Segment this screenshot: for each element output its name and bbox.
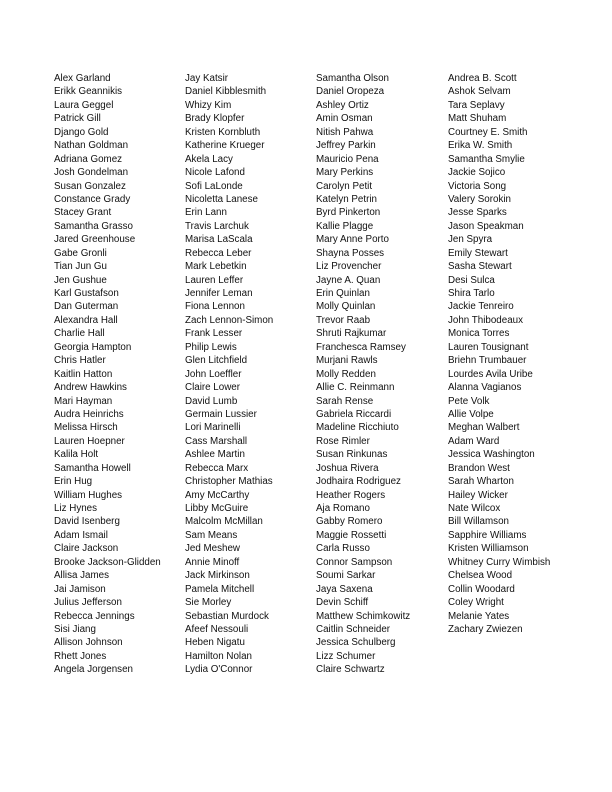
name-entry: Jackie Tenreiro [448,301,514,313]
name-entry: Libby McGuire [185,503,249,514]
name-entry: Liz Provencher [316,261,382,273]
name-entry: Nathan Goldman [54,140,129,152]
name-entry: Hamilton Nolan [185,650,252,662]
name-entry: Joshua Rivera [316,462,379,474]
name-entry: Emily Stewart [448,247,508,259]
name-entry: Caitlin Schneider [316,623,391,635]
name-entry: Kristen Williamson [448,543,529,555]
name-entry: Jessica Schulberg [316,637,396,649]
name-entry: Mary Anne Porto [316,234,389,246]
name-entry: Molly Quinlan [316,301,376,313]
name-entry: Sie Morley [185,597,232,609]
name-entry: Erikk Geannikis [54,86,123,98]
name-entry: Jared Greenhouse [54,234,136,246]
name-entry: Matthew Schimkowitz [316,610,411,622]
name-entry: Tara Seplavy [448,99,505,111]
name-entry: Erin Quinlan [316,288,370,299]
name-entry: Allisa James [54,570,109,582]
name-entry: Malcolm McMillan [185,516,263,528]
name-entry: Desi Sulca [448,274,495,286]
name-entry: Lauren Leffer [185,274,244,286]
name-entry: Constance Grady [54,193,131,205]
name-entry: Travis Larchuk [185,220,249,232]
name-entry: Kalila Holt [54,449,99,461]
name-entry: Meghan Walbert [448,422,520,434]
name-column-2 [185,72,313,677]
name-entry: Claire Jackson [54,543,119,555]
name-entry: Allison Johnson [54,637,123,649]
name-entry: Adam Ismail [54,529,108,541]
name-entry: Sarah Rense [316,395,374,407]
name-entry: Rhett Jones [54,650,107,662]
name-entry: Heben Nigatu [185,637,245,649]
name-entry: Susan Gonzalez [54,180,126,192]
name-entry: Lori Marinelli [185,422,241,434]
name-entry: Sasha Stewart [448,261,512,273]
name-entry: Liz Hynes [54,503,98,514]
name-entry: Heather Rogers [316,489,386,501]
name-entry: Byrd Pinkerton [316,207,381,219]
name-entry: Chelsea Wood [448,570,513,582]
name-entry: Patrick Gill [54,113,101,125]
name-entry: Jennifer Leman [185,288,253,299]
name-entry: Christopher Mathias [185,476,273,488]
name-entry: Franchesca Ramsey [316,341,406,353]
name-entry: Sam Means [185,529,238,541]
name-entry: Laura Geggel [54,99,114,111]
name-entry: Molly Redden [316,368,376,380]
name-entry: Jesse Sparks [448,207,507,219]
name-entry: Jayne A. Quan [316,274,381,286]
name-entry: Kaitlin Hatton [54,368,113,380]
name-entry: Erin Hug [54,476,93,488]
name-entry: Mauricio Pena [316,153,379,165]
name-entry: Mari Hayman [54,395,113,407]
name-entry: Jed Meshew [185,543,240,555]
name-entry: Alexandra Hall [54,314,118,326]
name-entry: Gabriela Riccardi [316,408,392,420]
name-entry: Glen Litchfield [185,355,248,367]
name-entry: Jay Katsir [185,73,229,84]
name-entry: Gabby Romero [316,516,383,528]
name-entry: Adriana Gomez [54,153,123,165]
name-entry: Murjani Rawls [316,355,378,367]
name-entry: Daniel Kibblesmith [185,86,267,98]
name-entry: Tian Jun Gu [54,261,108,273]
name-entry: Aja Romano [316,503,370,514]
name-entry: Pete Volk [448,395,490,407]
name-entry: Jason Speakman [448,220,524,232]
name-entry: Andrea B. Scott [448,73,517,84]
name-entry: Rebecca Jennings [54,610,135,622]
name-entry: Stacey Grant [54,207,112,219]
name-entry: Ashley Ortiz [316,99,369,111]
name-entry: Carla Russo [316,543,370,555]
name-entry: Jodhaira Rodriguez [316,476,401,488]
name-entry: Josh Gondelman [54,167,129,179]
name-entry: Chris Hatler [54,355,106,367]
name-entry: Marisa LaScala [185,234,253,246]
name-entry: Cass Marshall [185,435,248,447]
name-entry: Jeffrey Parkin [316,140,376,152]
name-column-4 [448,72,576,636]
name-entry: Alex Garland [54,73,111,84]
name-entry: David Isenberg [54,516,120,528]
name-entry: Zach Lennon-Simon [185,314,274,326]
name-entry: Carolyn Petit [316,180,373,192]
name-entry: Fiona Lennon [185,301,245,313]
name-entry: Allie Volpe [448,408,494,420]
name-entry: Sofi LaLonde [185,180,243,192]
name-entry: Valery Sorokin [448,193,511,205]
name-entry: Afeef Nessouli [185,623,249,635]
name-entry: Rebecca Marx [185,462,249,474]
name-entry: Claire Schwartz [316,664,385,676]
name-entry: Whitney Curry Wimbish [448,556,551,568]
name-entry: Adam Ward [448,435,500,447]
name-entry: Shira Tarlo [448,288,495,299]
name-entry: John Loeffler [185,368,242,380]
name-entry: Julius Jefferson [54,597,122,609]
name-entry: Django Gold [54,126,109,138]
name-entry: Melissa Hirsch [54,422,118,434]
name-entry: Amin Osman [316,113,373,125]
name-entry: Jack Mirkinson [185,570,250,582]
name-entry: Allie C. Reinmann [316,382,395,394]
name-entry: Collin Woodard [448,583,515,595]
name-entry: Jaya Saxena [316,583,373,595]
name-entry: Shayna Posses [316,247,385,259]
name-entry: Whizy Kim [185,99,232,111]
name-entry: Maggie Rossetti [316,529,387,541]
name-entry: Samantha Smylie [448,153,525,165]
name-entry: Jai Jamison [54,583,106,595]
name-entry: Connor Sampson [316,556,393,568]
name-entry: Mary Perkins [316,167,374,179]
name-entry: Shruti Rajkumar [316,328,387,340]
name-entry: Georgia Hampton [54,341,132,353]
name-entry: Coley Wright [448,597,504,609]
name-entry: Germain Lussier [185,408,257,420]
name-entry: Brooke Jackson-Glidden [54,556,161,568]
name-entry: Nicoletta Lanese [185,193,258,205]
name-entry: Pamela Mitchell [185,583,255,595]
name-entry: Daniel Oropeza [316,86,385,98]
name-entry: Jessica Washington [448,449,535,461]
name-entry: Erin Lann [185,207,227,219]
name-entry: Philip Lewis [185,341,237,353]
name-entry: Lizz Schumer [316,650,376,662]
name-entry: Devin Schiff [316,597,369,609]
name-entry: Nate Wilcox [448,503,501,514]
name-entry: Rose Rimler [316,435,370,447]
name-entry: Gabe Gronli [54,247,107,259]
name-entry: Audra Heinrichs [54,408,124,420]
name-entry: Susan Rinkunas [316,449,388,461]
name-entry: Sapphire Williams [448,529,527,541]
name-column-3 [316,72,444,677]
name-entry: Courtney E. Smith [448,126,528,138]
name-entry: Trevor Raab [316,314,371,326]
name-entry: Erika W. Smith [448,140,513,152]
name-entry: Madeline Ricchiuto [316,422,399,434]
name-entry: Samantha Olson [316,73,389,84]
name-entry: Nitish Pahwa [316,126,374,138]
name-entry: Jen Spyra [448,234,493,246]
name-entry: Sebastian Murdock [185,610,269,622]
name-entry: Brandon West [448,462,510,474]
name-entry: Andrew Hawkins [54,382,127,394]
name-entry: Dan Guterman [54,301,119,313]
name-column-1 [54,72,182,677]
name-entry: Katelyn Petrin [316,193,377,205]
name-entry: John Thibodeaux [448,314,523,326]
name-entry: Amy McCarthy [185,489,250,501]
name-entry: Sisi Jiang [54,623,96,635]
name-entry: Ashlee Martin [185,449,245,461]
name-entry: Charlie Hall [54,328,105,340]
name-entry: Lourdes Avila Uribe [448,368,533,380]
name-entry: Lauren Tousignant [448,341,529,353]
name-entry: Karl Gustafson [54,288,119,299]
name-entry: Hailey Wicker [448,489,508,501]
name-entry: Zachary Zwiezen [448,623,523,635]
name-entry: Mark Lebetkin [185,261,247,273]
name-entry: Kristen Kornbluth [185,126,261,138]
name-entry: Soumi Sarkar [316,570,376,582]
name-entry: Jackie Sojico [448,167,506,179]
name-entry: Kallie Plagge [316,220,374,232]
name-entry: Lauren Hoepner [54,435,125,447]
name-entry: Bill Willamson [448,516,509,528]
name-entry: Alanna Vagianos [448,382,522,394]
name-entry: Victoria Song [448,180,507,192]
name-entry: Rebecca Leber [185,247,252,259]
name-entry: Matt Shuham [448,113,507,125]
name-entry: Samantha Howell [54,462,131,474]
name-entry: William Hughes [54,489,123,501]
name-entry: Briehn Trumbauer [448,355,527,367]
name-entry: Monica Torres [448,328,510,340]
name-entry: Katherine Krueger [185,140,265,152]
name-entry: Akela Lacy [185,153,233,165]
name-entry: Frank Lesser [185,328,243,340]
name-entry: Jen Gushue [54,274,107,286]
name-entry: Melanie Yates [448,610,510,622]
name-entry: Brady Klopfer [185,113,245,125]
name-entry: Sarah Wharton [448,476,514,488]
name-entry: Lydia O'Connor [185,664,253,676]
name-entry: Nicole Lafond [185,167,245,179]
name-entry: Angela Jorgensen [54,664,133,676]
name-entry: Annie Minoff [185,556,240,568]
name-entry: Samantha Grasso [54,220,133,232]
name-entry: Ashok Selvam [448,86,511,98]
name-entry: David Lumb [185,395,238,407]
name-entry: Claire Lower [185,382,240,394]
